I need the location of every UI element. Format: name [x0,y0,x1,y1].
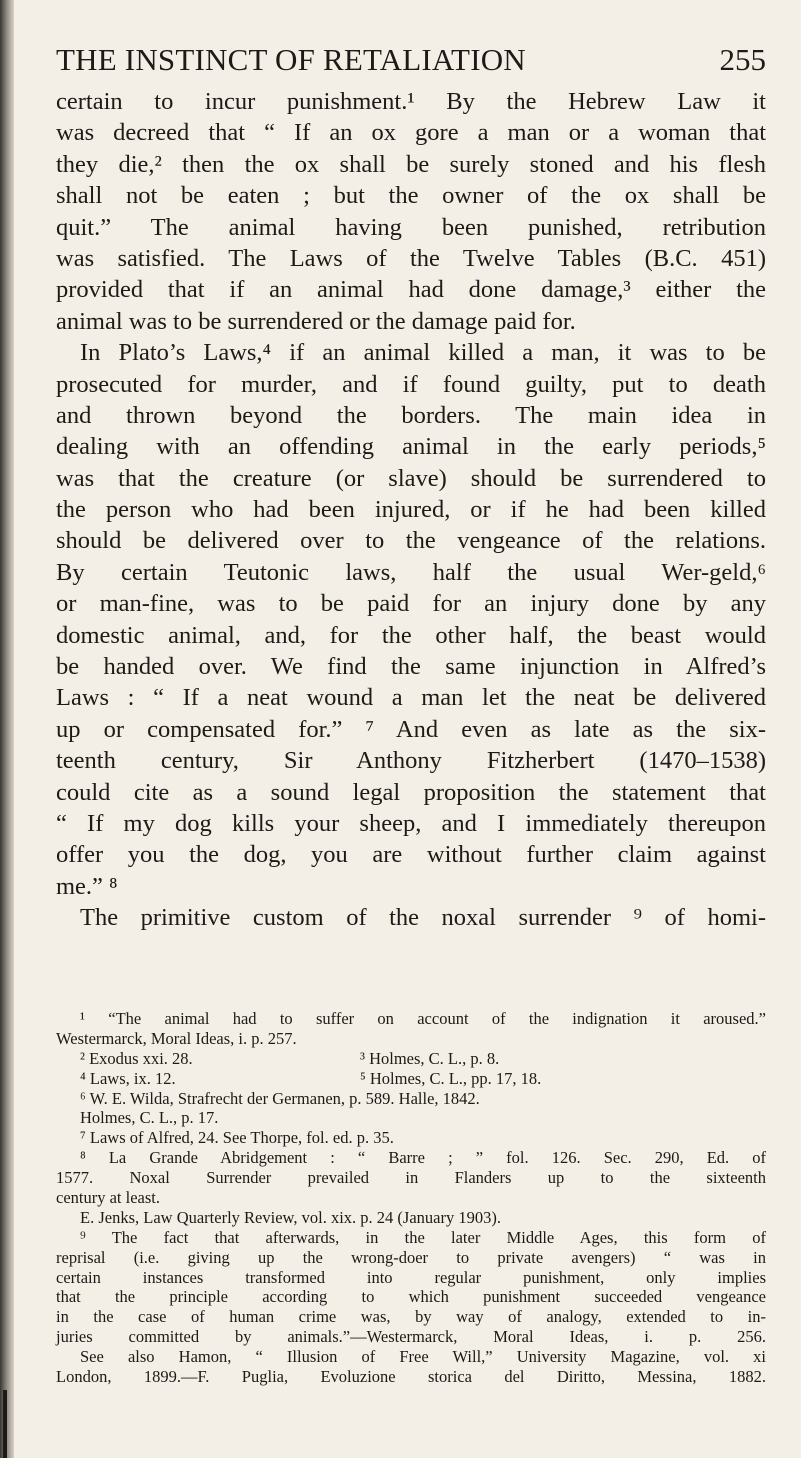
footnote-9-cont: juries committed by animals.”—Westermarck, Moral Ideas, i. p. 256. [56,1327,766,1347]
body-line: By certain Teutonic laws, half the usual Wer-geld,⁶ [56,558,766,586]
footnote-8: ⁸ La Grande Abridgement : “ Barre ; ” fol. 126. Sec. 290, Ed. of [80,1148,766,1168]
footnote-row [56,1069,766,1089]
body-line: was that the creature (or slave) should be surrendered to [56,464,766,492]
body-line: quit.” The animal having been punished, retribution [56,213,766,241]
footnote-9-cont: reprisal (i.e. giving up the wrong-doer to private avengers) “ was in [56,1247,766,1267]
page-number: 255 [719,42,766,77]
body-line: should be delivered over to the vengeance of the relations. [56,527,766,555]
page-header [56,42,766,82]
body-line: In Plato’s Laws,⁴ if an animal killed a man, it was to be [80,339,766,367]
footnotes [56,1009,766,1387]
body-line: dealing with an offending animal in the early periods,⁵ [56,433,766,461]
body-line: up or compensated for.” ⁷ And even as late as the six- [56,715,766,743]
body-line: was satisfied. The Laws of the Twelve Tables (B.C. 451) [56,244,766,272]
footnote-5: ⁵ Holmes, C. L., pp. 17, 18. [360,1068,542,1088]
body-line: “ If my dog kills your sheep, and I immediately thereupon [56,809,766,837]
body-line: teenth century, Sir Anthony Fitzherbert (1470–1538) [56,747,766,775]
body-line: provided that if an animal had done damage,³ either the [56,276,766,304]
body-line: domestic animal, and, for the other half, the beast would [56,621,766,649]
footnote-row [56,1049,766,1069]
body-line: certain to incur punishment.¹ By the Hebrew Law it [56,88,766,115]
body-line: offer you the dog, you are without further claim against [56,841,766,869]
footnote-8-cont: century at least. [56,1188,160,1208]
footnote-9-cont: certain instances transformed into regular punishment, only implies [56,1267,766,1287]
footnote-8-cont: E. Jenks, Law Quarterly Review, vol. xix. p. 24 (January 1903). [80,1207,501,1227]
footnote-8-cont: 1577. Noxal Surrender prevailed in Flanders up to the sixteenth [56,1168,766,1188]
body-line: and thrown beyond the borders. The main idea in [56,401,766,429]
footnote-9-cont: that the principle according to which punishment succeeded vengeance [56,1287,766,1307]
footnote-9: ⁹ The fact that afterwards, in the later Middle Ages, this form of [80,1227,766,1247]
body-line: be handed over. We find the same injunction in Alfred’s [56,653,766,681]
footnote-6: ⁶ W. E. Wilda, Strafrecht der Germanen, p. 589. Halle, 1842. [80,1088,480,1108]
body-line: me.” ⁸ [56,872,118,900]
footnote-9-cont: See also Hamon, “ Illusion of Free Will,” University Magazine, vol. xi [80,1347,766,1367]
footnote-4: ⁴ Laws, ix. 12. [80,1068,176,1088]
footnote-2: ² Exodus xxi. 28. [80,1048,193,1068]
body-text [56,86,766,934]
body-line: shall not be eaten ; but the owner of the ox shall be [56,182,766,210]
footnote-6-cont: Holmes, C. L., p. 17. [80,1108,219,1128]
page-binding-edge [0,0,14,1458]
footnote-3: ³ Holmes, C. L., p. 8. [360,1048,500,1068]
body-line: the person who had been injured, or if he had been killed [56,496,766,524]
body-line: was decreed that “ If an ox gore a man or a woman that [56,119,766,147]
body-line: prosecuted for murder, and if found guilty, put to death [56,370,766,398]
body-line: animal was to be surrendered or the damage paid for. [56,307,576,335]
running-head: THE INSTINCT OF RETALIATION [56,42,526,77]
footnote-7: ⁷ Laws of Alfred, 24. See Thorpe, fol. ed. p. 35. [80,1128,394,1148]
footnote-9-cont: in the case of human crime was, by way of analogy, extended to in- [56,1307,766,1327]
body-line: Laws : “ If a neat wound a man let the neat be delivered [56,684,766,712]
body-line: they die,² then the ox shall be surely stoned and his flesh [56,150,766,178]
body-line: or man-fine, was to be paid for an injury done by any [56,590,766,618]
footnote-1-cont: Westermarck, Moral Ideas, i. p. 257. [56,1028,297,1048]
body-line: The primitive custom of the noxal surrender ⁹ of homi- [80,904,766,932]
body-line: could cite as a sound legal proposition the statement that [56,778,766,806]
footnote-1: ¹ “The animal had to suffer on account of the indignation it aroused.” [80,1009,766,1028]
footnote-9-cont: London, 1899.—F. Puglia, Evoluzione storica del Diritto, Messina, 1882. [56,1367,766,1387]
